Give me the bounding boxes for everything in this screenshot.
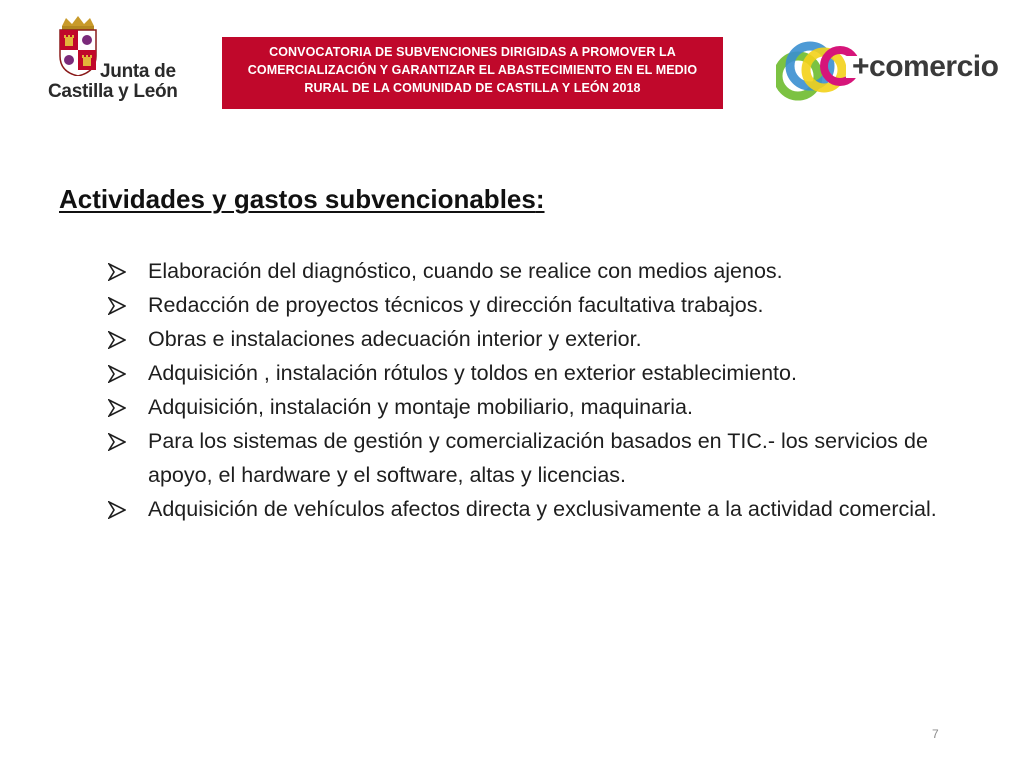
list-item-text: Redacción de proyectos técnicos y dirección facultativa trabajos. [148,293,764,317]
list-item-text: Para los sistemas de gestión y comercialización basados en TIC.- los servicios de apoyo, el hardware y el software, altas y licencias. [148,429,928,487]
arrowhead-bullet-icon [108,365,126,383]
list-item [108,322,958,356]
list-item [108,254,958,288]
list-item-text: Elaboración del diagnóstico, cuando se realice con medios ajenos. [148,259,783,283]
list-item-text: Adquisición de vehículos afectos directa y exclusivamente a la actividad comercial. [148,497,937,521]
arrowhead-bullet-icon [108,297,126,315]
mas-comercio-logo [776,36,999,108]
overlapping-circles-icon [776,36,860,108]
coat-of-arms-icon [56,16,100,76]
arrowhead-bullet-icon [108,501,126,519]
arrowhead-bullet-icon [108,433,126,451]
arrowhead-bullet-icon [108,399,126,417]
list-item-text: Adquisición , instalación rótulos y toldos en exterior establecimiento. [148,361,797,385]
arrowhead-bullet-icon [108,331,126,349]
page-number: 7 [932,727,939,741]
activities-list [108,254,958,526]
section-heading [59,182,545,216]
junta-castilla-leon-logo [46,16,196,108]
list-item [108,390,958,424]
section-heading-text: Actividades y gastos subvencionables [59,184,536,214]
list-item [108,492,958,526]
list-item [108,424,958,492]
jcyl-logo-line1: Junta de [100,61,176,82]
section-heading-colon: : [535,184,545,214]
list-item-text: Obras e instalaciones adecuación interior y exterior. [148,327,642,351]
jcyl-logo-line2: Castilla y León [48,81,178,102]
title-banner: CONVOCATORIA DE SUBVENCIONES DIRIGIDAS A PROMOVER LA COMERCIALIZACIÓN Y GARANTIZAR EL ABASTECIMIENTO EN EL MEDIO RURAL DE LA COMUNIDAD DE CASTILLA Y LEÓN 2018 [222,37,723,109]
mas-comercio-text: +comercio [852,50,999,83]
list-item [108,356,958,390]
arrowhead-bullet-icon [108,263,126,281]
jcyl-logo-text [48,61,220,102]
list-item-text: Adquisición, instalación y montaje mobiliario, maquinaria. [148,395,693,419]
list-item [108,288,958,322]
